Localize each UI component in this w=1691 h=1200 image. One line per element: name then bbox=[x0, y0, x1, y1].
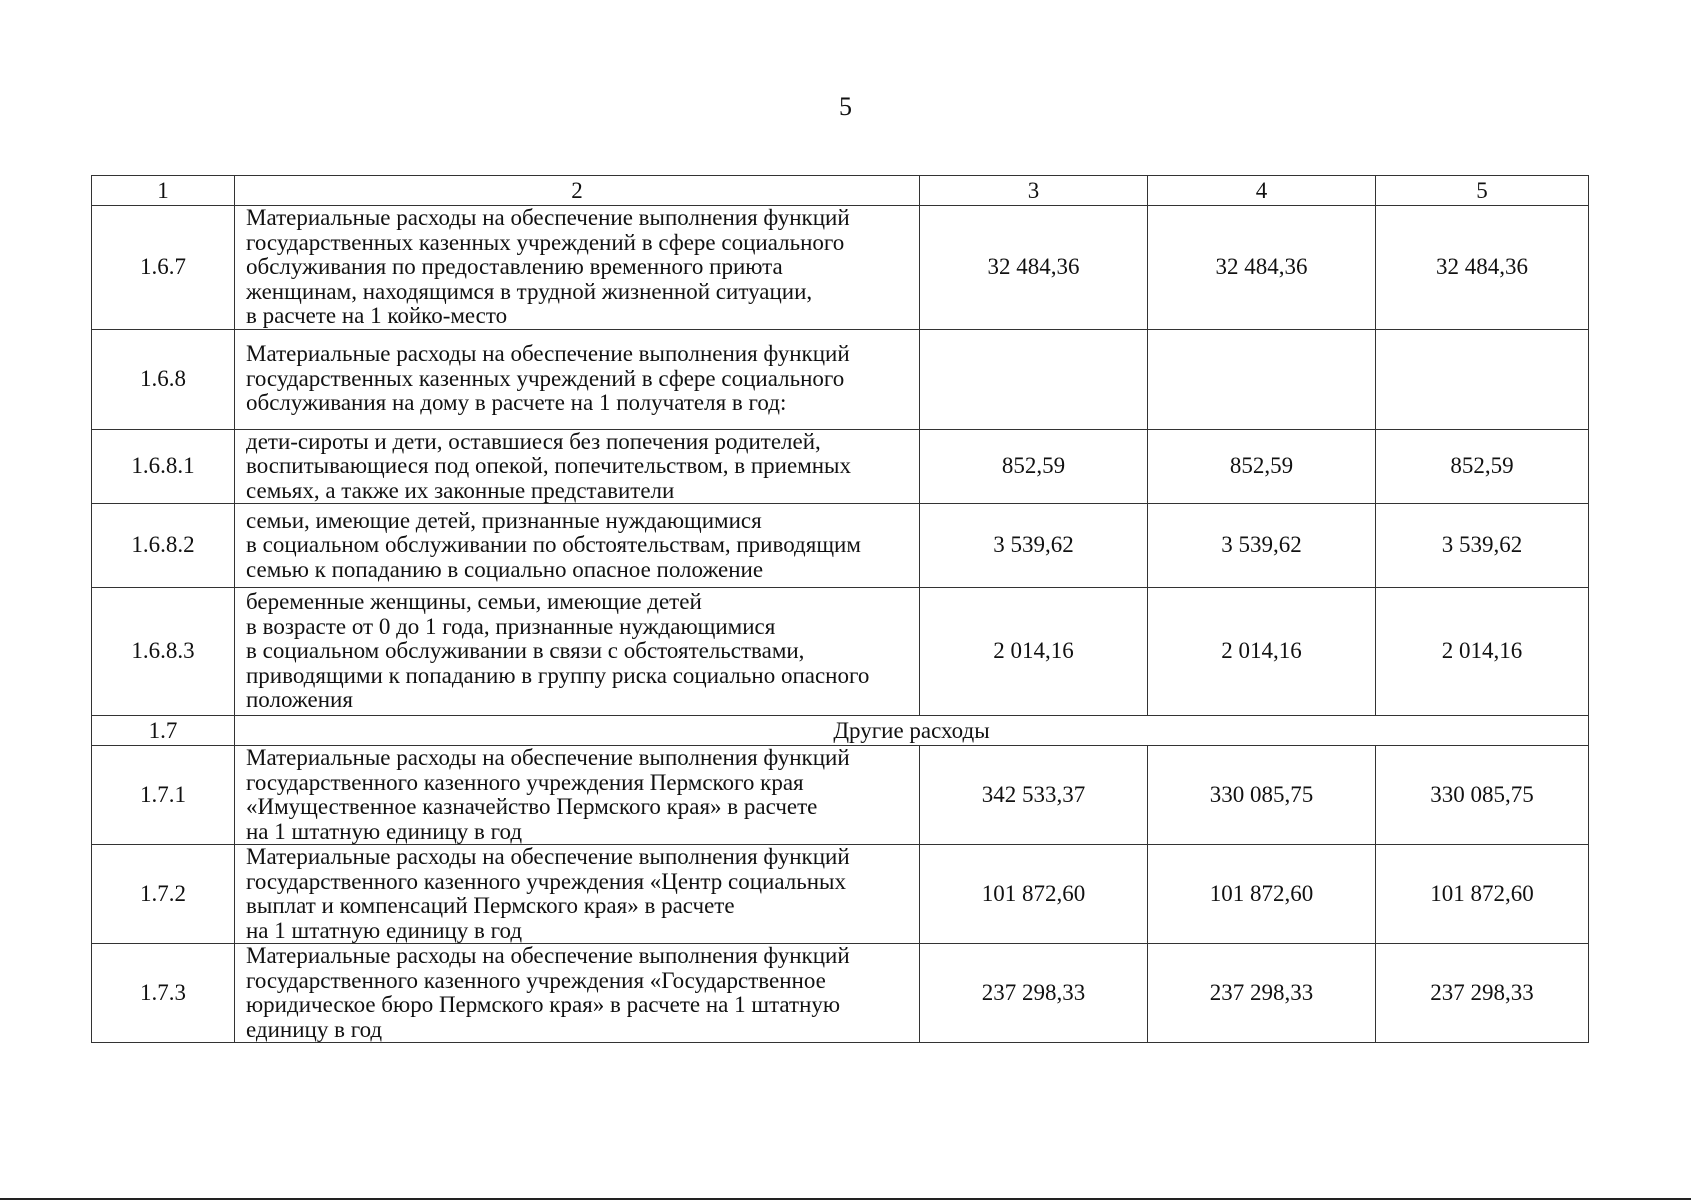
row-description bbox=[235, 329, 920, 429]
row-number: 1.6.8.2 bbox=[92, 504, 235, 588]
row-value-col5: 330 085,75 bbox=[1376, 746, 1589, 845]
row-number: 1.7.3 bbox=[92, 944, 235, 1043]
row-value-col5: 32 484,36 bbox=[1376, 206, 1589, 330]
row-value-col5: 2 014,16 bbox=[1376, 588, 1589, 716]
row-description bbox=[235, 746, 920, 845]
row-value-col5: 101 872,60 bbox=[1376, 845, 1589, 944]
row-description-text: беременные женщины, семьи, имеющие детей в возрасте от 0 до 1 года, признанные нуждающимися в социальном обслуживании в связи с обстоятельствами, приводящими к попаданию в группу риска социально опасного положения bbox=[246, 589, 870, 713]
row-number: 1.6.8.1 bbox=[92, 429, 235, 504]
row-description-text: Материальные расходы на обеспечение выполнения функций государственного казенного учреждения Пермского края «Имущественное казначейство Пермского края» в расчете на 1 штатную единицу в год bbox=[246, 745, 850, 844]
row-description-text: Материальные расходы на обеспечение выполнения функций государственного казенного учреждения «Государственное юридическое бюро Пермского края» в расчете на 1 штатную единицу в год bbox=[246, 943, 850, 1042]
row-description bbox=[235, 206, 920, 330]
row-number: 1.7.2 bbox=[92, 845, 235, 944]
table-row bbox=[92, 845, 1589, 944]
row-description-text: Материальные расходы на обеспечение выполнения функций государственных казенных учреждений в сфере социального обслуживания по предоставлению временного приюта женщинам, находящимся в трудной жизненной ситуации, в расчете на 1 койко-место bbox=[246, 205, 850, 328]
row-value-col5: 852,59 bbox=[1376, 429, 1589, 504]
section-title: Другие расходы bbox=[235, 716, 1589, 746]
row-number: 1.6.8.3 bbox=[92, 588, 235, 716]
column-header-1: 1 bbox=[92, 176, 235, 206]
row-value-col3: 237 298,33 bbox=[920, 944, 1148, 1043]
table-row bbox=[92, 588, 1589, 716]
row-value-col4: 2 014,16 bbox=[1148, 588, 1376, 716]
row-value-col4: 101 872,60 bbox=[1148, 845, 1376, 944]
row-description-text: Материальные расходы на обеспечение выполнения функций государственного казенного учреждения «Центр социальных выплат и компенсаций Пермского края» в расчете на 1 штатную единицу в год bbox=[246, 844, 850, 943]
row-description-text: Материальные расходы на обеспечение выполнения функций государственных казенных учреждений в сфере социального обслуживания на дому в расчете на 1 получателя в год: bbox=[246, 341, 850, 416]
row-description bbox=[235, 429, 920, 504]
table-header-row bbox=[92, 176, 1589, 206]
row-value-col4: 32 484,36 bbox=[1148, 206, 1376, 330]
table-row bbox=[92, 944, 1589, 1043]
row-description bbox=[235, 504, 920, 588]
expenses-table bbox=[91, 175, 1589, 1043]
row-value-col4: 330 085,75 bbox=[1148, 746, 1376, 845]
row-value-col5: 3 539,62 bbox=[1376, 504, 1589, 588]
row-value-col3: 32 484,36 bbox=[920, 206, 1148, 330]
table-row bbox=[92, 504, 1589, 588]
row-value-col5 bbox=[1376, 329, 1589, 429]
column-header-2: 2 bbox=[235, 176, 920, 206]
row-value-col3: 3 539,62 bbox=[920, 504, 1148, 588]
row-value-col5: 237 298,33 bbox=[1376, 944, 1589, 1043]
row-value-col4 bbox=[1148, 329, 1376, 429]
row-value-col4: 237 298,33 bbox=[1148, 944, 1376, 1043]
table-row bbox=[92, 206, 1589, 330]
section-row bbox=[92, 716, 1589, 746]
row-number: 1.6.7 bbox=[92, 206, 235, 330]
row-number: 1.6.8 bbox=[92, 329, 235, 429]
row-value-col3: 852,59 bbox=[920, 429, 1148, 504]
section-number: 1.7 bbox=[92, 716, 235, 746]
table-row bbox=[92, 429, 1589, 504]
row-value-col4: 3 539,62 bbox=[1148, 504, 1376, 588]
column-header-5: 5 bbox=[1376, 176, 1589, 206]
row-description-text: семьи, имеющие детей, признанные нуждающимися в социальном обслуживании по обстоятельствам, приводящим семью к попаданию в социально опасное положение bbox=[246, 507, 861, 582]
table-row bbox=[92, 746, 1589, 845]
page-number: 5 bbox=[839, 92, 852, 121]
row-value-col3 bbox=[920, 329, 1148, 429]
row-description bbox=[235, 588, 920, 716]
row-number: 1.7.1 bbox=[92, 746, 235, 845]
row-value-col3: 2 014,16 bbox=[920, 588, 1148, 716]
column-header-3: 3 bbox=[920, 176, 1148, 206]
row-description bbox=[235, 845, 920, 944]
row-description bbox=[235, 944, 920, 1043]
row-value-col4: 852,59 bbox=[1148, 429, 1376, 504]
table-row bbox=[92, 329, 1589, 429]
column-header-4: 4 bbox=[1148, 176, 1376, 206]
row-value-col3: 342 533,37 bbox=[920, 746, 1148, 845]
row-value-col3: 101 872,60 bbox=[920, 845, 1148, 944]
row-description-text: дети-сироты и дети, оставшиеся без попечения родителей, воспитывающиеся под опекой, попечительством, в приемных семьях, а также их законные представители bbox=[246, 428, 852, 503]
